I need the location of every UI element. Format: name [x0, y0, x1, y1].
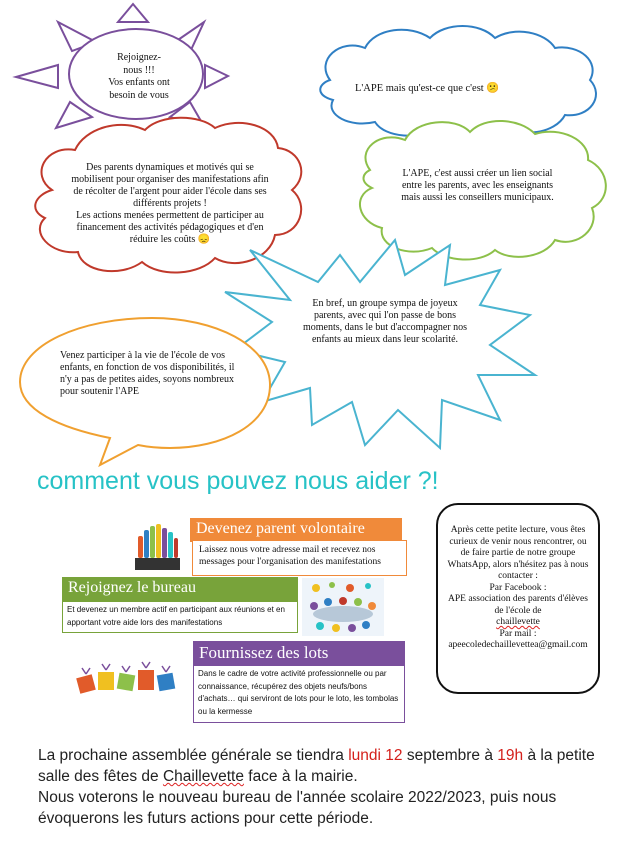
footer-announcement [38, 745, 618, 829]
meeting-illustration [302, 578, 384, 636]
footer-line3: Nous voterons le nouveau bureau de l'année scolaire 2022/2023, puis nous évoquerons les futurs actions pour cette période. [38, 789, 557, 827]
facebook-town: chaillevette [496, 617, 540, 627]
meeting-hour: 19h [497, 747, 524, 764]
board-text: Et devenez un membre actif en participant aux réunions et en apportant votre aide lors des manifestations [62, 601, 298, 633]
speech-message: Venez participer à la vie de l'école de vos enfants, en fonction de vos disponibilités, il n'y a pas de petites aides, soyons nombreux pour soutenir l'APE [60, 350, 235, 397]
parents-message: Des parents dynamiques et motivés qui se mobilisent pour organiser des manifestations afin de récolter de l'argent pour aider l'école dans ses différents projets ! Les actions menées permettent de participer au financement des activités pédagogiques et d'en réduire les coûts 😞 [71, 162, 269, 245]
mail-address[interactable]: apeecoledechaillevettea@gmail.com [448, 640, 588, 650]
question-message: L'APE mais qu'est-ce que c'est 😕 [355, 83, 500, 94]
gifts-illustration [74, 660, 180, 700]
mail-label: Par mail : [499, 628, 537, 639]
footer-part: septembre à [402, 747, 498, 764]
facebook-label: Par Facebook : [489, 582, 547, 593]
volunteer-text: Laissez nous votre adresse mail et recevez nos messages pour l'organisation des manifestations [192, 540, 407, 576]
prizes-banner: Fournissez des lots [193, 641, 405, 666]
raised-hands-illustration [135, 522, 180, 572]
facebook-name: APE association des parents d'élèves de l'école de [448, 594, 588, 616]
volunteer-banner: Devenez parent volontaire [190, 518, 402, 542]
help-heading: comment vous pouvez nous aider ?! [37, 467, 439, 495]
footer-part: à la petite salle des fêtes de [38, 747, 595, 785]
social-message: L'APE, c'est aussi créer un lien social entre les parents, avec les enseignants mais aussi les conseillers municipaux. [401, 168, 554, 203]
contact-box [436, 503, 600, 694]
contact-intro: Après cette petite lecture, vous êtes curieux de venir nous rencontrer, ou de faire partie de notre groupe WhatsApp, alors n'hésitez pas à nous contacter : [447, 525, 589, 581]
footer-town: Chaillevette [162, 768, 244, 785]
sun-message: Rejoignez- nous !!! Vos enfants ont besoin de vous [108, 52, 170, 101]
footer-part: face à la mairie. [243, 768, 358, 785]
board-banner: Rejoignez le bureau [62, 577, 298, 601]
meeting-day: lundi 12 [348, 747, 403, 764]
prizes-text: Dans le cadre de votre activité professionnelle ou par connaissance, récupérez des objets neufs/bons d'achats… qui serviront de lots pour le loto, les tombolas ou la kermesse [193, 665, 405, 723]
footer-part: La prochaine assemblée générale se tiendra [38, 747, 349, 764]
star-message: En bref, un groupe sympa de joyeux parents, avec qui l'on passe de bons moments, dans le but d'accompagner nos enfants au mieux dans leur scolarité. [303, 298, 467, 345]
